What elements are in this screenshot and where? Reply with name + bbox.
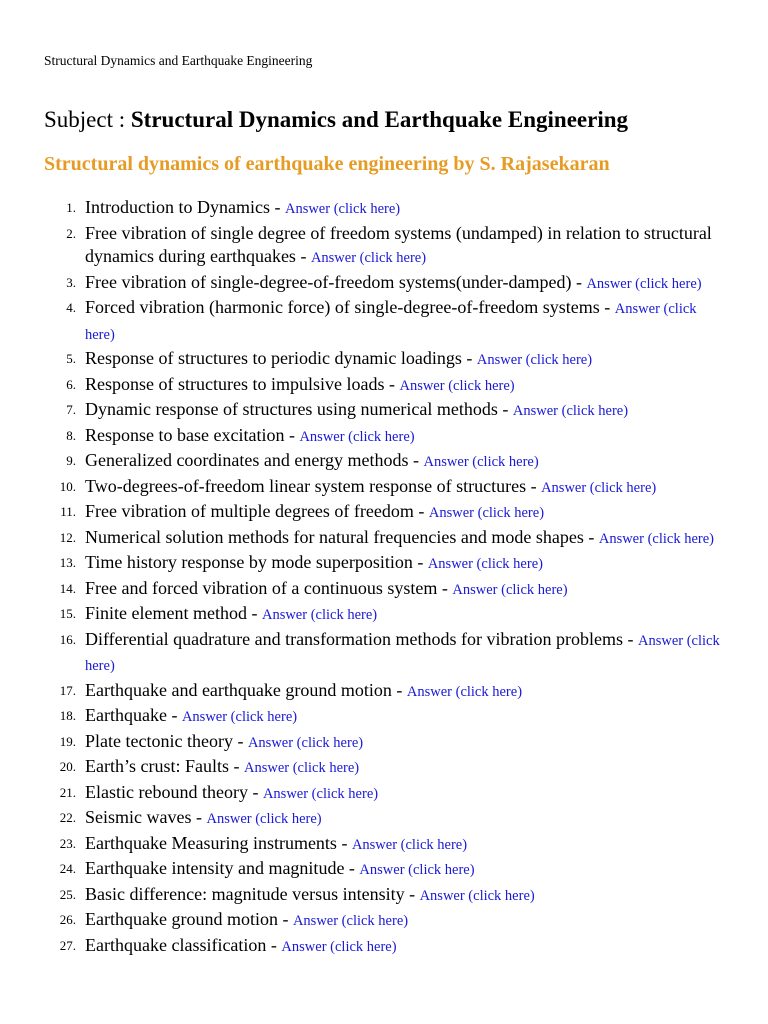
topic-title: Free and forced vibration of a continuous system - [85,577,453,598]
topic-item [0,679,768,705]
topic-number: 1. [66,200,76,215]
topic-title: Response of structures to impulsive loads - [85,373,400,394]
topic-item [0,934,768,960]
topic-number: 4. [66,300,76,315]
topic-number: 14. [59,580,76,596]
topic-number: 19. [59,733,76,749]
topic-item [0,526,768,552]
answer-link[interactable]: Answer (click here) [423,454,539,470]
book-title: Structural dynamics of earthquake engineering by S. Rajasekaran [44,153,610,175]
topic-title: Numerical solution methods for natural frequencies and mode shapes - [85,526,599,547]
topic-number: 25. [59,886,76,902]
topic-title: Plate tectonic theory - [85,730,248,751]
answer-link[interactable]: Answer (click here) [512,403,629,419]
answer-link[interactable]: Answer (click here) [419,887,535,904]
answer-link[interactable]: Answer (click here) [476,352,593,368]
topic-item [0,449,768,475]
topic-title: Earthquake and earthquake ground motion - [85,679,407,700]
topic-item [0,424,768,450]
topic-title: Earthquake intensity and magnitude - [85,858,360,878]
answer-link[interactable]: Answer (click here) [299,428,415,445]
topic-item [0,500,768,526]
topic-title: Free vibration of multiple degrees of freedom - [85,501,429,521]
topic-title: Earth’s crust: Faults - [85,756,244,776]
topic-title: Response of structures to periodic dynamic loadings - [85,348,477,368]
answer-link[interactable]: Answer (click here) [262,785,379,802]
subject-prefix: Subject : [44,107,131,132]
answer-link[interactable]: Answer (click here) [181,709,298,725]
topic-item [0,806,768,832]
answer-link[interactable]: Answer (click here) [452,581,568,598]
topic-title: Earthquake ground motion - [85,909,293,929]
topic-title: Dynamic response of structures using numerical methods - [85,399,513,419]
topic-title: Finite element method - [85,603,262,623]
topic-item [0,398,768,424]
subject-title: Structural Dynamics and Earthquake Engineering [130,107,628,132]
answer-link[interactable]: Answer (click here) [85,632,720,674]
topic-title: Earthquake - [85,705,182,725]
answer-link[interactable]: Answer (click here) [292,913,409,929]
topic-item [0,704,768,730]
answer-link[interactable]: Answer (click here) [281,938,397,955]
answer-link[interactable]: Answer (click here) [427,556,543,572]
topic-item [0,755,768,781]
topic-number: 5. [66,351,76,366]
topic-title: Free vibration of single-degree-of-freedom systems(under-damped) - [85,271,587,292]
topic-item [0,475,768,501]
topic-item [0,883,768,909]
topic-number: 27. [59,937,76,953]
answer-link[interactable]: Answer (click here) [428,505,545,521]
answer-link[interactable]: Answer (click here) [541,479,657,496]
topic-number: 11. [60,504,76,519]
topic-item [0,347,768,373]
topic-number: 2. [66,225,76,241]
answer-link[interactable]: Answer (click here) [261,607,378,623]
topic-number: 9. [66,453,76,468]
topic-title: Two-degrees-of-freedom linear system response of structures - [85,475,542,496]
topic-item [0,551,768,577]
topic-number: 22. [59,810,76,825]
answer-link[interactable]: Answer (click here) [586,275,702,292]
topic-item [0,271,768,297]
topic-number: 10. [59,478,76,494]
topic-item [0,781,768,807]
answer-link[interactable]: Answer (click here) [598,530,714,547]
topic-item [0,602,768,628]
topic-number: 8. [66,427,76,443]
topic-title: Introduction to Dynamics - [85,197,285,217]
topic-number: 13. [59,555,76,570]
answer-link[interactable]: Answer (click here) [243,760,360,776]
topic-number: 7. [66,402,76,417]
topic-title: Elastic rebound theory - [85,781,263,802]
topic-number: 3. [66,274,76,290]
topic-item [0,730,768,756]
topic-item [0,577,768,603]
answer-link[interactable]: Answer (click here) [359,862,475,878]
topic-number: 6. [66,376,76,392]
topic-title: Free vibration of single degree of freedom systems (undamped) in relation to structural dynamics during earthquakes - [85,222,712,266]
topic-title: Generalized coordinates and energy methods - [85,450,424,470]
topic-title: Response to base excitation - [85,424,300,445]
topic-number: 20. [59,759,76,774]
running-header: Structural Dynamics and Earthquake Engineering [44,53,313,68]
subject-heading [44,106,628,134]
answer-link[interactable]: Answer (click here) [85,301,697,343]
topic-item [0,196,768,222]
answer-link[interactable]: Answer (click here) [206,811,322,827]
answer-link[interactable]: Answer (click here) [406,683,523,700]
topic-title: Differential quadrature and transformation methods for vibration problems - [85,628,638,649]
topic-item [0,857,768,883]
topic-title: Forced vibration (harmonic force) of single-degree-of-freedom systems - [85,297,615,317]
topic-number: 16. [59,631,76,647]
topic-number: 26. [59,912,76,927]
answer-link[interactable]: Answer (click here) [310,250,427,266]
answer-link[interactable]: Answer (click here) [247,734,364,751]
topic-list [0,196,768,959]
topic-title: Seismic waves - [85,807,207,827]
topic-item [0,832,768,858]
topic-item [0,222,768,271]
topic-number: 21. [59,784,76,800]
topic-number: 17. [59,682,76,698]
topic-number: 12. [59,529,76,545]
topic-title: Basic difference: magnitude versus intensity - [85,883,420,904]
topic-number: 24. [59,861,76,876]
topic-title: Earthquake classification - [85,934,282,955]
topic-item [0,296,768,347]
topic-item [0,373,768,399]
answer-link[interactable]: Answer (click here) [399,377,515,394]
topic-item [0,628,768,679]
topic-number: 18. [59,708,76,723]
topic-number: 23. [59,835,76,851]
topic-item [0,908,768,934]
topic-number: 15. [59,606,76,621]
topic-title: Time history response by mode superposition - [85,552,428,572]
answer-link[interactable]: Answer (click here) [284,201,401,217]
topic-title: Earthquake Measuring instruments - [85,832,352,853]
answer-link[interactable]: Answer (click here) [351,836,468,853]
